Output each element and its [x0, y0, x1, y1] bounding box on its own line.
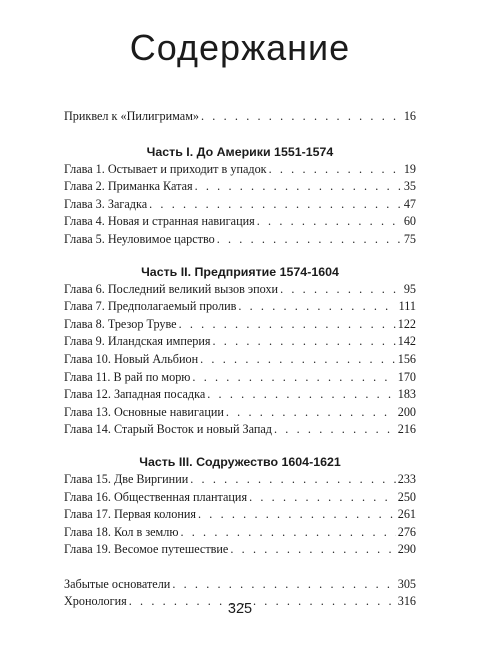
toc-entry-chapter-11[interactable] [64, 369, 416, 387]
toc-entry-chapter-14[interactable] [64, 421, 416, 439]
toc-entry-page: 216 [397, 422, 416, 437]
dot-leader [179, 316, 396, 334]
dot-leader [249, 489, 396, 507]
toc-entry-chapter-19[interactable] [64, 541, 416, 559]
toc-entry-chapter-5[interactable] [64, 231, 416, 249]
toc-entry-label: Глава 4. Новая и странная навигация [64, 214, 255, 229]
toc-entry-page: 316 [397, 594, 416, 609]
toc-entry-chapter-16[interactable] [64, 489, 416, 507]
dot-leader [230, 541, 395, 559]
dot-leader [269, 161, 402, 179]
page-title: Содержание [129, 27, 351, 68]
toc-entry-label: Глава 2. Приманка Катая [64, 179, 193, 194]
toc-entry-label: Глава 17. Первая колония [64, 507, 196, 522]
toc-entry-page: 142 [397, 334, 416, 349]
toc-entry-page: 95 [403, 281, 416, 296]
dot-leader [226, 404, 396, 422]
toc-entry-page: 170 [397, 369, 416, 384]
toc-entry-label: Глава 16. Общественная плантация [64, 489, 248, 504]
toc-entry-label: Глава 1. Остывает и приходит в упадок [64, 161, 267, 176]
dot-leader [172, 576, 395, 594]
toc-entry-label: Приквел к «Пилигримам» [64, 109, 200, 123]
toc-entry-page: 233 [397, 471, 416, 486]
toc-entry-chapter-17[interactable] [64, 506, 416, 524]
dot-leader [257, 213, 402, 231]
toc-entry-label: Глава 5. Неуловимое царство [64, 231, 215, 246]
dot-leader [217, 231, 402, 249]
part-heading-2: Часть II. Предприятие 1574-1604 [141, 264, 339, 279]
dot-leader [149, 196, 402, 214]
part-heading-3: Часть III. Содружество 1604-1621 [139, 454, 341, 469]
toc-entry-prequel[interactable] [64, 108, 416, 126]
toc-entry-chapter-18[interactable] [64, 524, 416, 542]
toc-entry-page: 276 [397, 524, 416, 539]
toc-entry-page: 122 [397, 316, 416, 331]
dot-leader [212, 333, 395, 351]
toc-entry-chapter-13[interactable] [64, 404, 416, 422]
dot-leader [192, 369, 395, 387]
toc-entry-chapter-2[interactable] [64, 178, 416, 196]
dot-leader [207, 386, 395, 404]
toc-entry-chapter-4[interactable] [64, 213, 416, 231]
toc-entry-chapter-12[interactable] [64, 386, 416, 404]
toc-entry-label: Забытые основатели [64, 576, 171, 591]
toc-entry-page: 111 [398, 299, 416, 314]
toc-entry-label: Хронология [64, 594, 127, 609]
toc-entry-page: 156 [397, 351, 416, 366]
dot-leader [280, 281, 402, 299]
toc-entry-label: Глава 18. Кол в землю [64, 524, 179, 539]
dot-leader [201, 108, 402, 126]
toc-entry-page: 19 [403, 161, 416, 176]
dot-leader [180, 524, 395, 542]
toc-entry-label: Глава 12. Западная посадка [64, 387, 206, 402]
toc-entry-page: 200 [397, 404, 416, 419]
toc-entry-label: Глава 10. Новый Альбион [64, 351, 199, 366]
toc-entry-chapter-7[interactable] [64, 298, 416, 316]
dot-leader [274, 421, 396, 439]
page-number: 325 [227, 601, 253, 617]
toc-entry-chapter-3[interactable] [64, 196, 416, 214]
toc-entry-label: Глава 9. Иландская империя [64, 334, 211, 349]
toc-entry-page: 47 [403, 196, 416, 211]
part-heading-1: Часть I. До Америки 1551-1574 [146, 144, 334, 159]
toc-entry-label: Глава 7. Предполагаемый пролив [64, 299, 237, 314]
dot-leader [238, 298, 396, 316]
dot-leader [200, 351, 396, 369]
toc-entry-page: 183 [397, 387, 416, 402]
toc-entry-chapter-6[interactable] [64, 281, 416, 299]
toc-entry-page: 35 [403, 179, 416, 194]
toc-entry-label: Глава 19. Весомое путешествие [64, 542, 229, 557]
toc-entry-page: 75 [403, 231, 416, 246]
table-of-contents [64, 108, 416, 611]
toc-entry-page: 261 [397, 507, 416, 522]
toc-entry-forgotten-founders[interactable] [64, 576, 416, 594]
toc-entry-page: 290 [397, 542, 416, 557]
toc-entry-page: 250 [397, 489, 416, 504]
toc-entry-label: Глава 13. Основные навигации [64, 404, 224, 419]
toc-entry-label: Глава 11. В рай по морю [64, 369, 191, 384]
toc-entry-chapter-10[interactable] [64, 351, 416, 369]
toc-entry-label: Глава 14. Старый Восток и новый Запад [64, 422, 273, 437]
toc-entry-chapter-1[interactable] [64, 161, 416, 179]
toc-entry-label: Глава 3. Загадка [64, 196, 148, 211]
toc-entry-chapter-15[interactable] [64, 471, 416, 489]
toc-entry-label: Глава 15. Две Виргинии [64, 471, 189, 486]
dot-leader [198, 506, 396, 524]
dot-leader [190, 471, 395, 489]
toc-entry-page: 60 [403, 214, 416, 229]
toc-entry-label: Глава 6. Последний великий вызов эпохи [64, 281, 279, 296]
toc-entry-chapter-9[interactable] [64, 333, 416, 351]
toc-entry-chapter-8[interactable] [64, 316, 416, 334]
toc-entry-page: 16 [403, 109, 416, 123]
toc-entry-label: Глава 8. Трезор Труве [64, 316, 177, 331]
dot-leader [195, 178, 402, 196]
toc-entry-page: 305 [397, 576, 416, 591]
